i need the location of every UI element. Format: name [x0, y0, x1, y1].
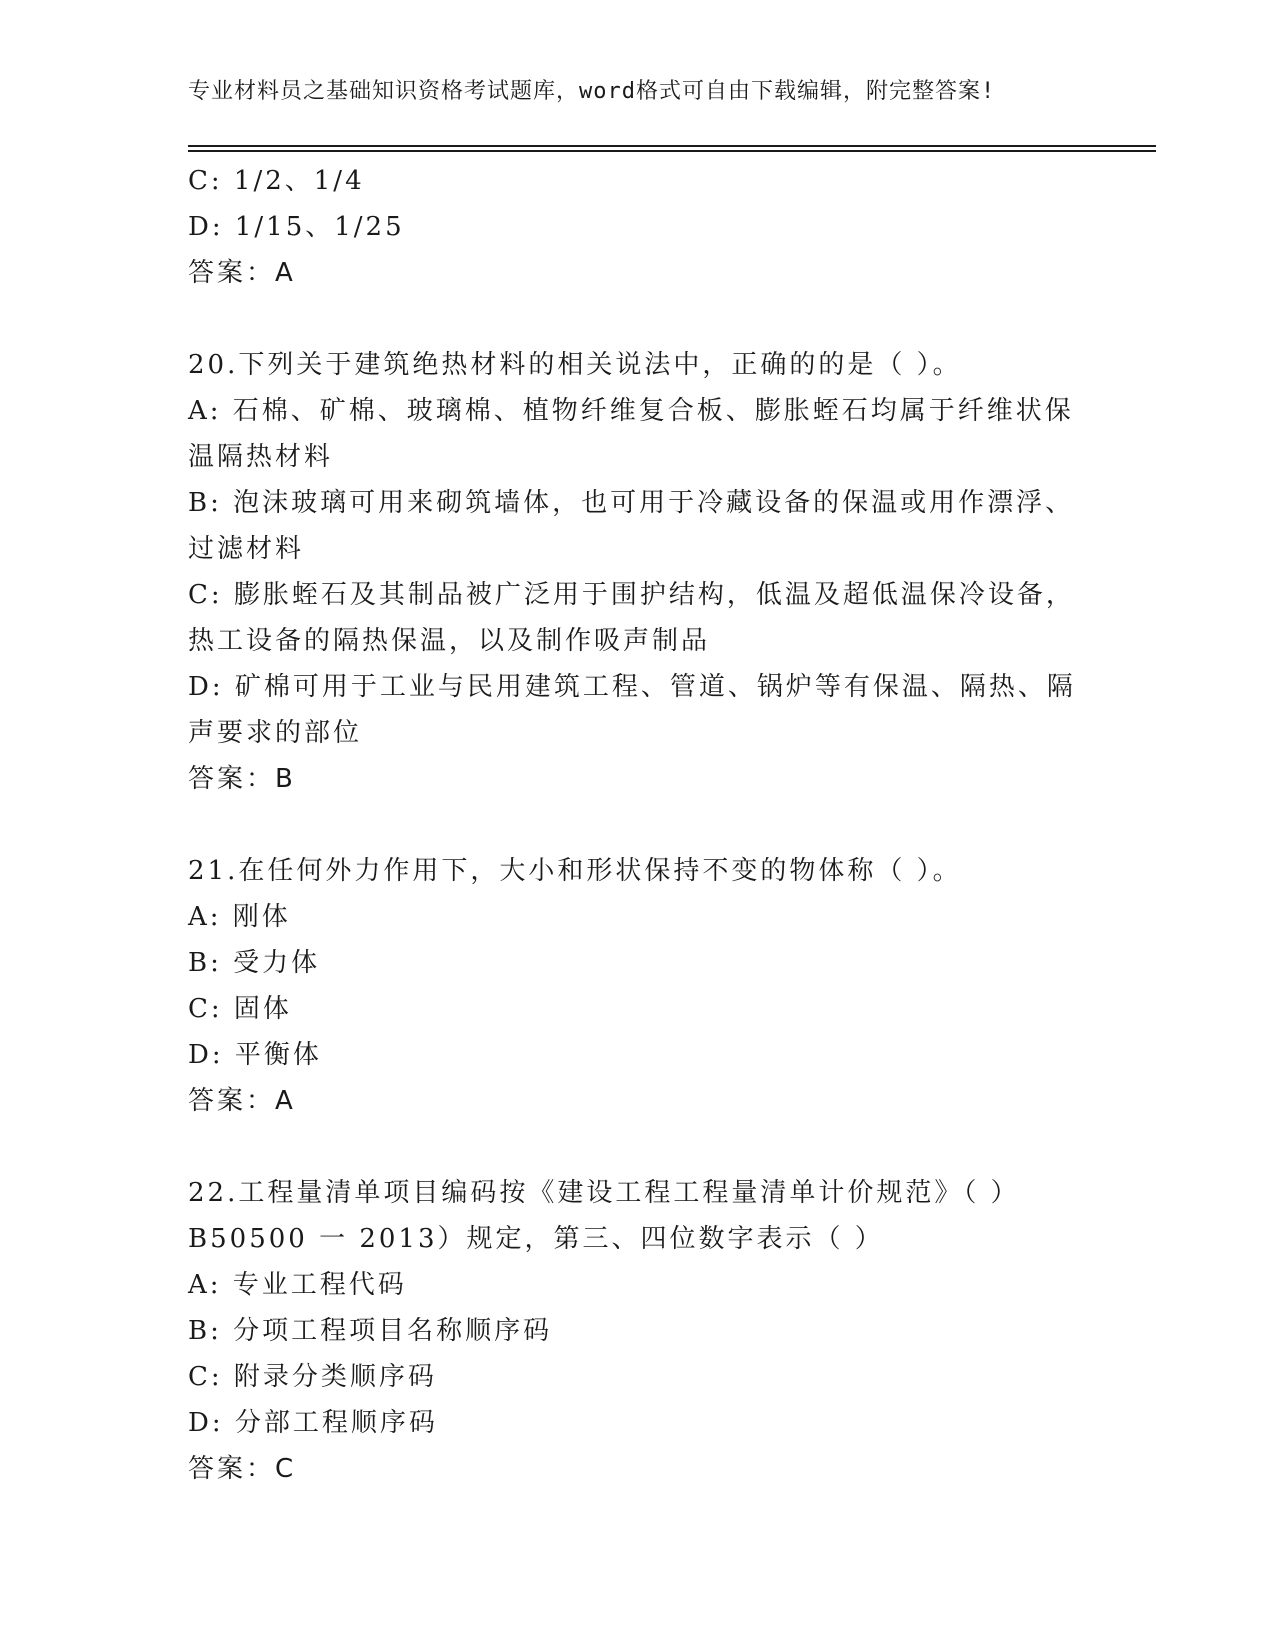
- question-stem: 22.工程量清单项目编码按《建设工程工程量清单计价规范》（ ）: [188, 1178, 1020, 1208]
- option-b: B: 受力体: [188, 948, 321, 978]
- question-list: [188, 158, 1088, 1492]
- question-prev: [188, 158, 1088, 296]
- option-d-cont: 声要求的部位: [188, 718, 363, 748]
- option-c: C: 固体: [188, 994, 292, 1024]
- question-20: [188, 342, 1088, 802]
- option-c: C: 附录分类顺序码: [188, 1362, 437, 1392]
- answer: 答案：A: [188, 258, 296, 288]
- option-a-cont: 温隔热材料: [188, 442, 334, 472]
- option-b: B: 分项工程项目名称顺序码: [188, 1316, 553, 1346]
- question-22: [188, 1170, 1088, 1492]
- option-c-cont: 热工设备的隔热保温，以及制作吸声制品: [188, 626, 711, 656]
- header-rule-bottom: [188, 150, 1156, 152]
- option-a: A: 专业工程代码: [188, 1270, 407, 1300]
- question-stem-cont: B50500 一 2013）规定，第三、四位数字表示（ ）: [188, 1224, 884, 1254]
- answer: 答案：B: [188, 764, 296, 794]
- question-21: [188, 848, 1088, 1124]
- option-a: A: 石棉、矿棉、玻璃棉、植物纤维复合板、膨胀蛭石均属于纤维状保: [188, 396, 1074, 426]
- option-d: D: 1/15、1/25: [188, 212, 405, 242]
- option-d: D: 平衡体: [188, 1040, 322, 1070]
- question-stem: 21.在任何外力作用下，大小和形状保持不变的物体称（ ）。: [188, 856, 962, 886]
- option-c: C: 膨胀蛭石及其制品被广泛用于围护结构，低温及超低温保冷设备，: [188, 580, 1075, 610]
- answer: 答案：C: [188, 1454, 297, 1484]
- option-a: A: 刚体: [188, 902, 291, 932]
- option-d: D: 分部工程顺序码: [188, 1408, 438, 1438]
- option-b: B: 泡沫玻璃可用来砌筑墙体，也可用于冷藏设备的保温或用作漂浮、: [188, 488, 1075, 518]
- header-rule-top: [188, 145, 1156, 147]
- option-d: D: 矿棉可用于工业与民用建筑工程、管道、锅炉等有保温、隔热、隔: [188, 672, 1076, 702]
- page-header: 专业材料员之基础知识资格考试题库，word格式可自由下载编辑，附完整答案!: [188, 79, 996, 104]
- question-stem: 20.下列关于建筑绝热材料的相关说法中，正确的的是（ ）。: [188, 350, 962, 380]
- option-c: C: 1/2、1/4: [188, 166, 365, 196]
- option-b-cont: 过滤材料: [188, 534, 305, 564]
- answer: 答案：A: [188, 1086, 296, 1116]
